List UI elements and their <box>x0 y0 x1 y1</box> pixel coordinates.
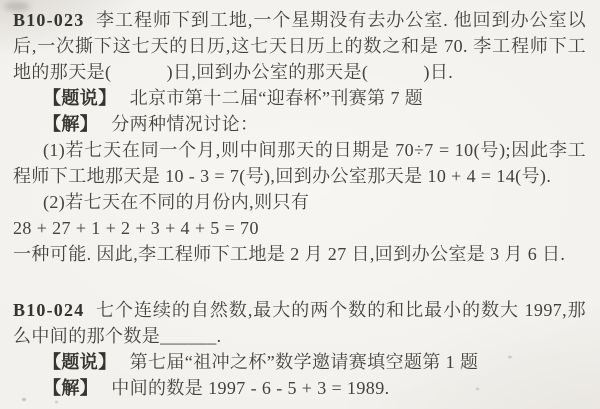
problem-number: B10-023 <box>13 10 85 30</box>
problem-number: B10-024 <box>13 300 85 320</box>
solution-case2-paragraph: (2)若七天在不同的月份内,则只有 <box>43 192 310 212</box>
solution-label: 【解】 <box>43 378 99 398</box>
scan-smudge <box>4 2 30 11</box>
solution-line <box>13 375 586 401</box>
source-label: 【题说】 <box>43 352 117 372</box>
solution-text: 中间的数是 1997 - 6 - 5 + 3 = 1989. <box>111 378 390 398</box>
problem-b10-024 <box>13 297 586 401</box>
problem-statement-text: 七个连续的自然数,最大的两个数的和比最小的数大 1997,那么中间的那个数是______. <box>13 300 586 346</box>
solution-label: 【解】 <box>43 114 99 134</box>
source-label: 【题说】 <box>43 88 117 108</box>
source-line <box>13 349 586 375</box>
source-line <box>13 85 586 111</box>
solution-intro-text: 分两种情况讨论： <box>111 114 259 134</box>
problem-statement-paragraph <box>13 7 586 85</box>
problem-b10-023 <box>13 7 586 267</box>
solution-case1-paragraph: (1)若七天在同一个月,则中间那天的日期是 70÷7 = 10(号);因此李工程师下工地那天是 10 - 3 = 7(号),回到办公室那天是 10 + 4 = 14(号). <box>13 140 586 186</box>
solution-conclusion-paragraph: 一种可能. 因此,李工程师下工地是 2 月 27 日,回到办公室是 3 月 6 日. <box>13 244 566 264</box>
source-text: 北京市第十二届“迎春杯”刊赛第 7 题 <box>129 88 424 108</box>
scan-speck <box>476 388 479 390</box>
scan-speck <box>508 356 512 358</box>
problem-statement-paragraph <box>13 297 586 349</box>
problem-statement-text: 李工程师下到工地,一个星期没有去办公室. 他回到办公室以后,一次撕下这七天的日历,这七天日历上的数之和是 70. 李工程师下工地的那天是( )日,回到办公室的那天是( )日. <box>13 10 586 82</box>
scan-speck <box>55 401 58 403</box>
source-text: 第七届“祖冲之杯”数学邀请赛填空题第 1 题 <box>129 352 479 372</box>
scan-speck <box>22 398 26 401</box>
solution-intro-line <box>13 111 586 137</box>
solution-equation: 28 + 27 + 1 + 2 + 3 + 4 + 5 = 70 <box>13 218 259 238</box>
